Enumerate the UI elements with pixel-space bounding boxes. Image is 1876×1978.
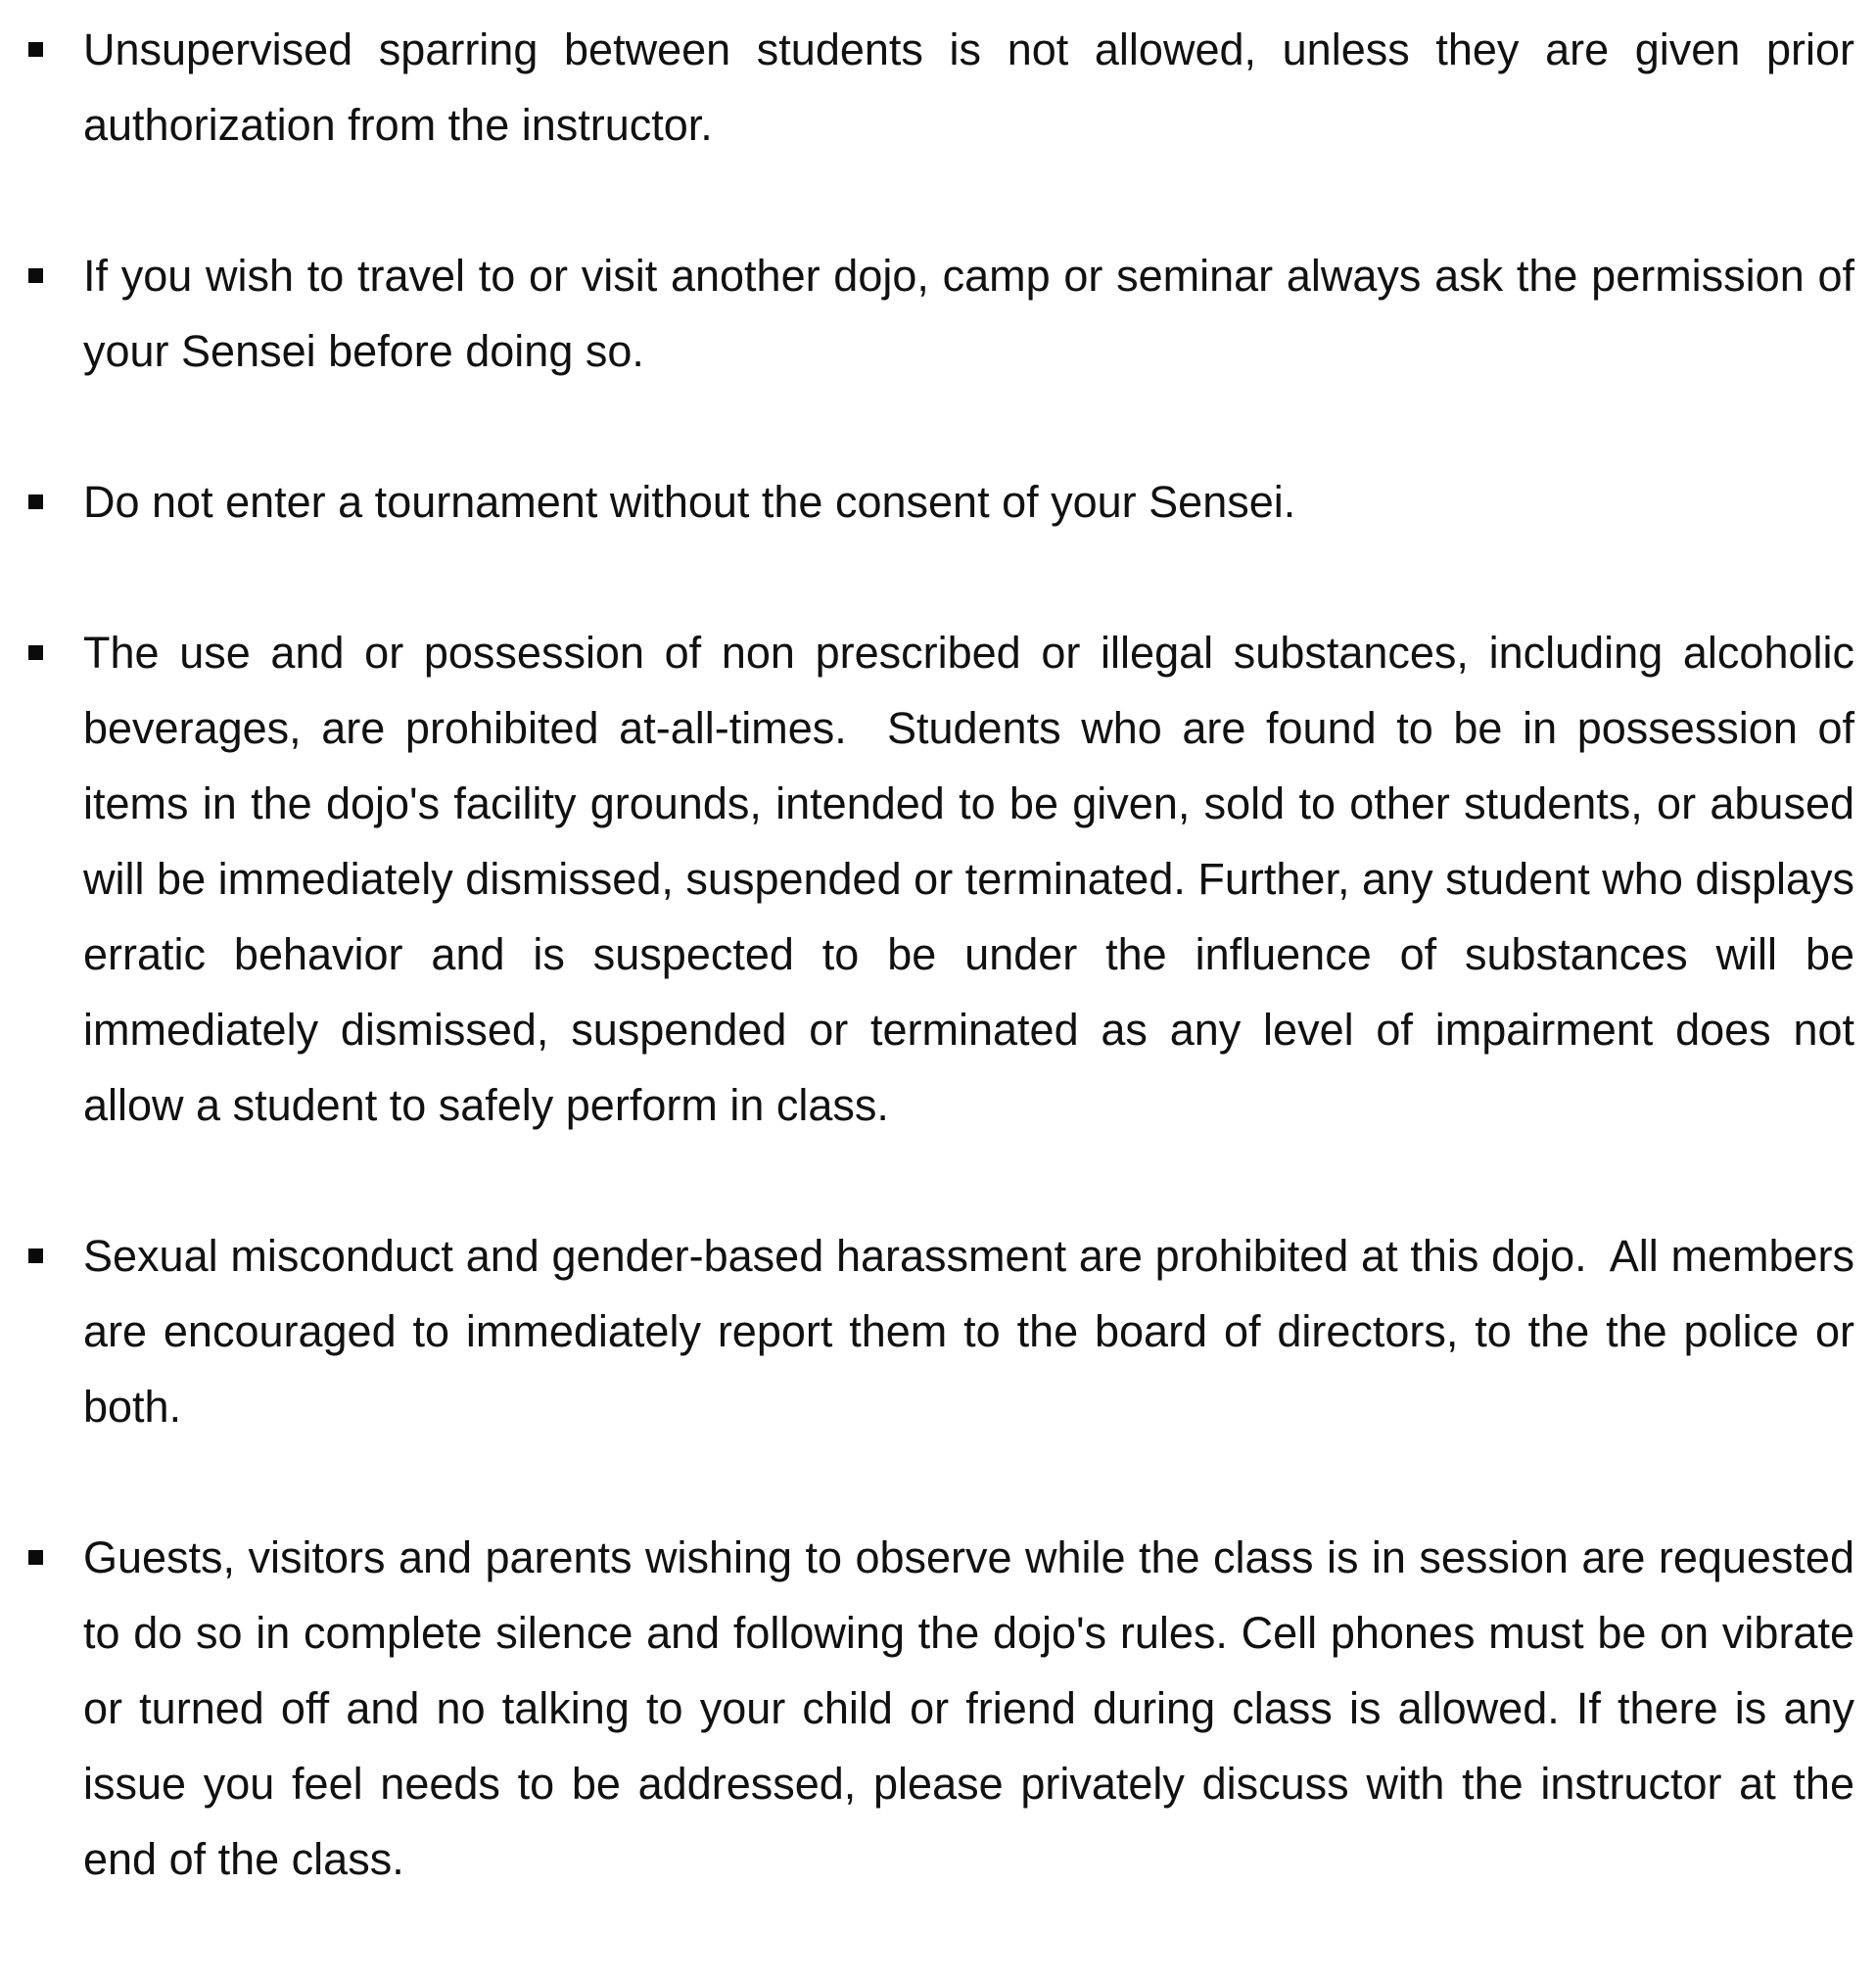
rule-text: Do not enter a tournament without the consent of your Sensei. <box>83 477 1296 527</box>
rule-item-misconduct <box>0 1218 1854 1444</box>
rules-list <box>0 12 1876 1897</box>
rule-item-sparring <box>0 12 1854 163</box>
rule-text: Sexual misconduct and gender-based harassment are prohibited at this dojo. All members are encouraged to immediately report them to the board of directors, to the the police or both. <box>83 1231 1854 1432</box>
bullet-square-icon <box>28 494 43 509</box>
rule-item-substances <box>0 615 1854 1143</box>
rule-text: The use and or possession of non prescribed or illegal substances, including alcoholic beverages, are prohibited at-all-times. Students who are found to be in possession of items in the dojo's facility grounds, intended to be given, sold to other students, or abused will be immediately dismissed, suspended or terminated. Further, any student who displays erratic behavior and is suspected to be under the influence of substances will be immediately dismissed, suspended or terminated as any level of impairment does not allow a student to safely perform in class. <box>83 628 1854 1130</box>
rule-text: If you wish to travel to or visit another dojo, camp or seminar always ask the permission of your Sensei before doing so. <box>83 251 1854 376</box>
bullet-square-icon <box>28 1248 43 1263</box>
bullet-square-icon <box>28 268 43 283</box>
rule-item-guests <box>0 1520 1854 1897</box>
rule-item-travel-permission <box>0 238 1854 389</box>
bullet-square-icon <box>28 645 43 660</box>
rule-text: Guests, visitors and parents wishing to observe while the class is in session are requested to do so in complete silence and following the dojo's rules. Cell phones must be on vibrate or turned off and no talking to your child or friend during class is allowed. If there is any issue you feel needs to be addressed, please privately discuss with the instructor at the end of the class. <box>83 1532 1854 1884</box>
bullet-square-icon <box>28 42 43 57</box>
rule-text: Unsupervised sparring between students is not allowed, unless they are given prior authorization from the instructor. <box>83 24 1854 150</box>
bullet-square-icon <box>28 1550 43 1565</box>
rule-item-tournament-consent <box>0 464 1854 540</box>
